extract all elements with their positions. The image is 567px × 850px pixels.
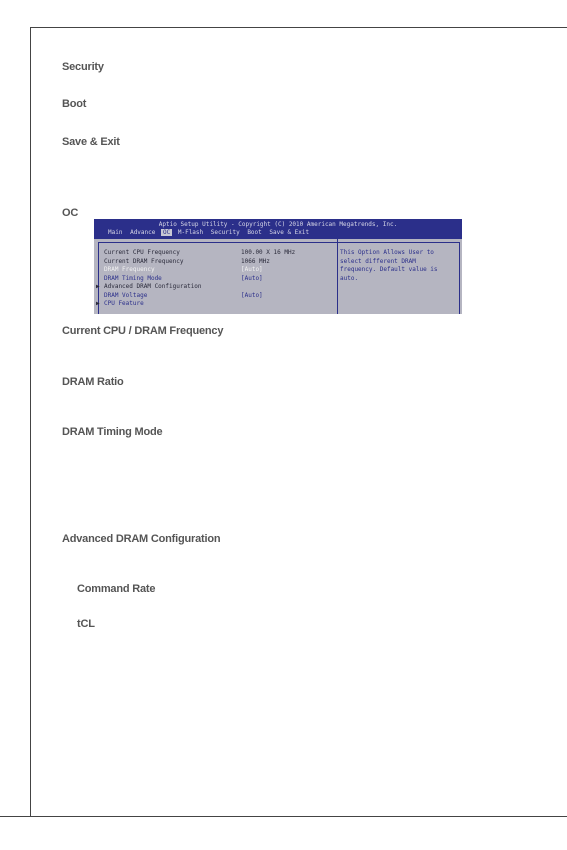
bios-tab-main[interactable]: Main — [108, 229, 123, 236]
heading-oc: OC — [62, 207, 79, 219]
bios-row-label: DRAM Timing Mode — [104, 274, 162, 282]
submenu-arrow-icon: ▶ — [96, 283, 100, 290]
bios-tab-boot[interactable]: Boot — [247, 229, 262, 236]
heading-save-exit: Save & Exit — [62, 136, 120, 148]
bios-tab-save-exit[interactable]: Save & Exit — [269, 229, 310, 236]
bios-tab-advance[interactable]: Advance — [130, 229, 156, 236]
bios-tab-bar — [106, 229, 311, 236]
bios-tab-security[interactable]: Security — [210, 229, 240, 236]
heading-command-rate: Command Rate — [77, 583, 156, 595]
bios-row-label: DRAM Frequency — [104, 266, 155, 273]
bios-row-value: [Auto] — [241, 274, 263, 282]
heading-tcl: tCL — [77, 618, 95, 630]
bios-tab-oc[interactable]: OC — [163, 229, 171, 236]
bios-help-divider — [337, 239, 338, 314]
heading-security: Security — [62, 61, 104, 73]
bios-tab-m-flash[interactable]: M-Flash — [177, 229, 204, 236]
bios-row-label: DRAM Voltage — [104, 291, 148, 299]
submenu-arrow-icon: ▶ — [96, 300, 100, 307]
page-border-left — [30, 27, 31, 817]
heading-current-cpu-dram-frequency: Current CPU / DRAM Frequency — [62, 325, 224, 337]
bios-row-label: Current CPU Frequency — [104, 249, 180, 256]
bios-help-text: This Option Allows User to select different DRAM frequency. Default value is auto. — [340, 249, 438, 282]
page-border-top — [30, 27, 567, 28]
heading-boot: Boot — [62, 98, 87, 110]
bios-row-label: Current DRAM Frequency — [104, 257, 184, 265]
heading-dram-timing-mode: DRAM Timing Mode — [62, 426, 163, 438]
bios-title: Aptio Setup Utility - Copyright (C) 2010 American Megatrends, Inc. — [158, 221, 398, 228]
heading-advanced-dram-configuration: Advanced DRAM Configuration — [62, 533, 221, 545]
bios-row-label: CPU Feature — [104, 300, 144, 307]
bios-row-value: 100.00 X 16 MHz — [241, 249, 296, 256]
bios-row-value: [Auto] — [241, 266, 263, 273]
bios-row-value: 1066 MHz — [241, 257, 270, 265]
bios-row-label: Advanced DRAM Configuration — [104, 283, 202, 290]
heading-dram-ratio: DRAM Ratio — [62, 376, 124, 388]
bios-screenshot — [94, 219, 462, 314]
page-border-bottom — [0, 816, 567, 817]
bios-row-value: [Auto] — [241, 291, 263, 299]
